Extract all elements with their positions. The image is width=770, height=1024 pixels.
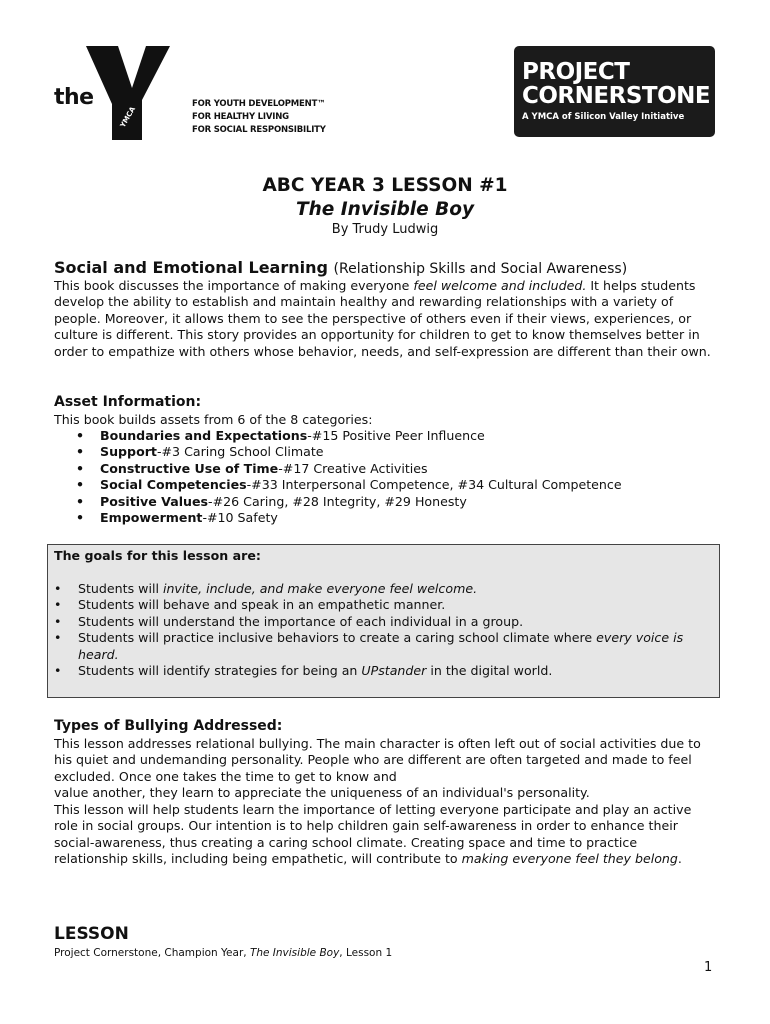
ymca-tagline-2: FOR HEALTHY LIVING — [192, 112, 289, 122]
goal-text: Students will practice inclusive behaviors to create a caring school climate where — [78, 630, 597, 646]
goal-text-em: invite, include, and make everyone feel welcome. — [162, 581, 478, 596]
sel-text-a: This book discusses the importance of making everyone — [54, 278, 414, 293]
footer-book-title: The Invisible Boy — [249, 947, 340, 959]
ymca-small-text: YMCA — [118, 105, 138, 129]
bullying-text-2: This lesson will help students learn the importance of letting everyone participate and play an active role in social groups. Our intention is to help children gain self-awareness in order to enhance their social-awareness, thus creating a caring school climate. Creating space and time to practice relationship skills, including being empathetic, will contribute to — [54, 802, 692, 867]
lesson-heading: LESSON — [54, 924, 129, 944]
bullying-text-1: This lesson addresses relational bullying. The main character is often left out of social activities due to his quiet and undemanding personality. People who are different are often targeted and made to feel excluded. Once one takes the time to get to know and — [54, 736, 701, 784]
asset-detail: -#26 Caring, #28 Integrity, #29 Honesty — [208, 493, 467, 509]
goal-item — [54, 597, 714, 613]
sel-text-b: It helps students develop the ability to establish and maintain healthy and rewarding relationships with a variety of people. Moreover, it allows them to see the perspective of others even if their views, experiences, or culture is different. This story provides an opportunity for children to get to know themselves better in order to empathize with others whose behavior, needs, and self-expression are different than their own. — [54, 278, 711, 359]
bullying-paragraph-2 — [54, 802, 714, 868]
asset-category: Support — [100, 444, 157, 460]
asset-item — [54, 494, 734, 510]
goal-text-em: every voice is heard. — [78, 630, 684, 662]
asset-list — [54, 428, 734, 526]
asset-heading: Asset Information: — [54, 394, 202, 410]
bullying-heading: Types of Bullying Addressed: — [54, 718, 283, 734]
book-author: By Trudy Ludwig — [331, 222, 439, 237]
bullying-text-1b: value another, they learn to appreciate the uniqueness of an individual's personality. — [54, 785, 590, 801]
goals-list — [54, 581, 714, 679]
goal-item — [54, 581, 714, 597]
ymca-y-shape — [86, 46, 170, 140]
sel-heading — [54, 258, 627, 277]
goal-text-end: in the digital world. — [426, 663, 553, 679]
footer-suffix: , Lesson 1 — [339, 947, 393, 959]
asset-item — [54, 510, 734, 526]
goal-text-em: UPstander — [361, 663, 427, 679]
asset-detail: -#15 Positive Peer Influence — [307, 428, 485, 443]
goals-box — [47, 544, 720, 698]
goal-item — [54, 614, 714, 630]
asset-category: Boundaries and Expectations — [100, 428, 308, 443]
asset-category: Social Competencies — [100, 477, 247, 493]
asset-item — [54, 428, 734, 444]
sel-text-em: feel welcome and included. — [413, 278, 587, 293]
pc-logo-subtitle: A YMCA of Silicon Valley Initiative — [522, 112, 685, 122]
asset-detail: -#17 Creative Activities — [278, 460, 428, 476]
ymca-tagline-3: FOR SOCIAL RESPONSIBILITY — [192, 125, 326, 135]
asset-category: Empowerment — [100, 510, 203, 526]
goals-heading: The goals for this lesson are: — [54, 548, 261, 563]
asset-item — [54, 477, 734, 493]
page-number: 1 — [704, 960, 713, 975]
asset-category: Positive Values — [100, 493, 209, 509]
bullying-text-end: . — [677, 851, 682, 867]
asset-detail: -#10 Safety — [202, 510, 278, 526]
sel-heading-text: Social and Emotional Learning — [54, 258, 328, 277]
asset-category: Constructive Use of Time — [100, 460, 279, 476]
goal-text: Students will — [78, 581, 163, 596]
ymca-taglines — [192, 98, 326, 137]
asset-item — [54, 444, 734, 460]
lesson-title: ABC YEAR 3 LESSON #1 — [262, 175, 508, 196]
goal-text: Students will behave and speak in an empathetic manner. — [78, 597, 446, 613]
goal-item — [54, 630, 714, 663]
sel-heading-paren: (Relationship Skills and Social Awareness) — [333, 261, 628, 277]
bullying-text-em: making everyone feel they belong — [461, 851, 678, 867]
pc-logo-line1: PROJECT — [522, 59, 630, 85]
goal-item — [54, 663, 714, 679]
project-cornerstone-logo — [514, 46, 715, 137]
asset-intro: This book builds assets from 6 of the 8 categories: — [54, 412, 373, 427]
goal-text: Students will understand the importance of each individual in a group. — [78, 613, 524, 629]
bullying-paragraph-1 — [54, 736, 714, 802]
asset-item — [54, 461, 734, 477]
pc-logo-line2: CORNERSTONE — [522, 83, 711, 109]
page-footer — [54, 947, 392, 959]
book-title: The Invisible Boy — [295, 199, 475, 220]
footer-prefix: Project Cornerstone, Champion Year, — [54, 947, 250, 959]
goal-text: Students will identify strategies for being an — [78, 663, 362, 679]
ymca-the-text: the — [54, 85, 94, 110]
sel-paragraph — [54, 278, 714, 360]
asset-detail: -#33 Interpersonal Competence, #34 Cultural Competence — [246, 477, 622, 493]
ymca-tagline-1: FOR YOUTH DEVELOPMENT™ — [192, 99, 326, 109]
asset-detail: -#3 Caring School Climate — [156, 444, 324, 460]
